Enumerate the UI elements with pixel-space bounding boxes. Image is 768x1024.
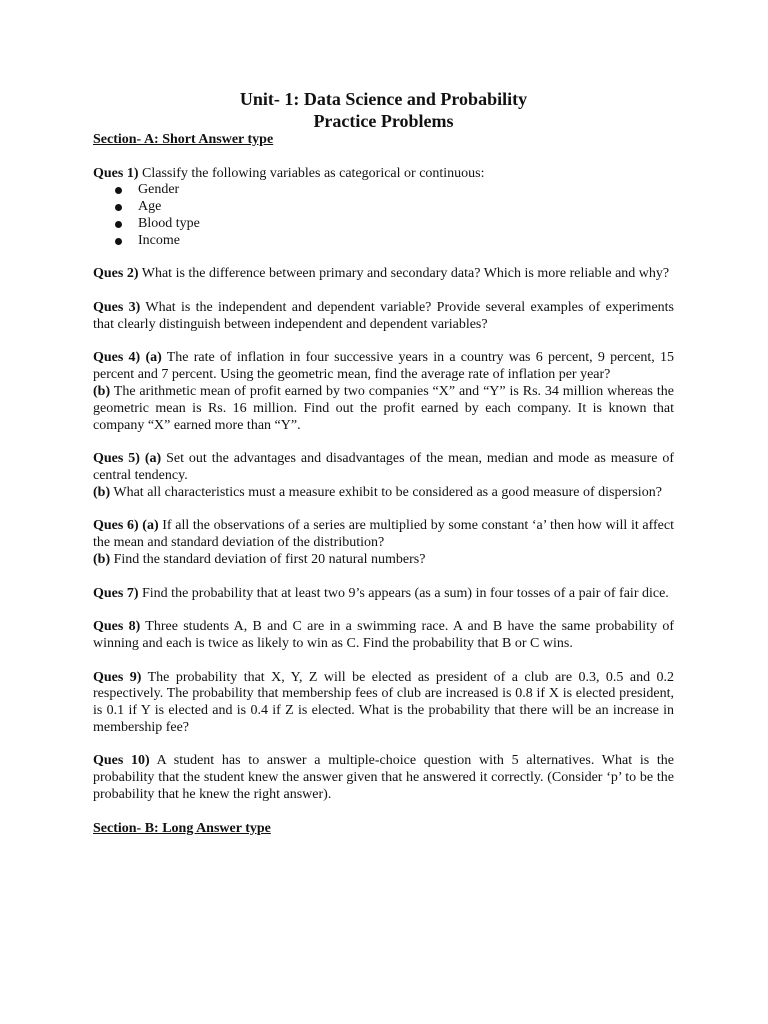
question-7-label: Ques 7) (93, 585, 139, 601)
question-9-text: The probability that X, Y, Z will be elected as president of a club are 0.3, 0.5 and 0.2 respectively. The probability that membership fees of club are increased is 0.8 if X is elected president, is 0.1 if Y is elected and is 0.4 if Z is elected. What is the probability that there will be an increase in membership fee? (93, 669, 674, 735)
question-8 (93, 619, 674, 653)
question-2-label: Ques 2) (93, 266, 139, 282)
question-1-bullet-list (93, 182, 674, 249)
question-7 (93, 586, 674, 603)
question-10-text: A student has to answer a multiple-choice question with 5 alternatives. What is the probability that the student knew the answer given that he answered it correctly. (Consider ‘p’ to be the probability that he knew the right answer). (93, 753, 675, 803)
section-b-heading: Section- B: Long Answer type (93, 820, 271, 836)
question-8-label: Ques 8) (93, 619, 141, 635)
question-3-text: What is the independent and dependent variable? Provide several examples of experiments that clearly distinguish between independent and dependent variables? (93, 299, 675, 332)
question-9-label: Ques 9) (93, 669, 142, 685)
question-6-label: Ques 6) (a) (93, 518, 159, 534)
page-subtitle: Practice Problems (313, 111, 454, 131)
list-item: Age (93, 199, 674, 216)
question-6-part-b (93, 552, 674, 569)
question-9 (93, 670, 674, 737)
question-5-label: Ques 5) (a) (93, 451, 162, 467)
question-2 (93, 266, 674, 283)
question-5-part-b (93, 485, 674, 502)
question-4a-text: The rate of inflation in four successive years in a country was 6 percent, 9 percent, 15 percent and 7 percent. Using the geometric mean, find the average rate of inflation per year? (93, 350, 675, 383)
question-4b-label: (b) (93, 383, 111, 399)
question-4-label: Ques 4) (a) (93, 350, 162, 366)
page-title: Unit- 1: Data Science and Probability (239, 89, 528, 109)
question-5-part-a (93, 451, 674, 485)
question-1-label: Ques 1) (93, 165, 139, 181)
question-7-text: Find the probability that at least two 9’s appears (as a sum) in four tosses of a pair of fair dice. (138, 585, 669, 601)
question-6b-text: Find the standard deviation of first 20 natural numbers? (110, 551, 426, 567)
list-item: Gender (93, 182, 674, 199)
bullet-icon (115, 238, 122, 245)
list-item: Income (93, 233, 674, 250)
list-item: Blood type (93, 216, 674, 233)
question-5b-label: (b) (93, 484, 111, 500)
question-4b-text: The arithmetic mean of profit earned by two companies “X” and “Y” is Rs. 34 million whereas the geometric mean is Rs. 16 million. Find out the profit earned by each company. It is known that company “X” earned more than “Y”. (93, 383, 674, 433)
bullet-icon (115, 221, 122, 228)
question-10 (93, 753, 674, 803)
question-5b-text: What all characteristics must a measure exhibit to be considered as a good measure of dispersion? (110, 484, 662, 500)
question-6b-label: (b) (93, 551, 111, 567)
question-1-text: Classify the following variables as categorical or continuous: (138, 165, 485, 181)
bullet-icon (115, 187, 122, 194)
question-3 (93, 300, 674, 334)
section-a-heading: Section- A: Short Answer type (93, 132, 274, 147)
document-page (93, 88, 674, 837)
question-6-part-a (93, 518, 674, 552)
question-6a-text: If all the observations of a series are multiplied by some constant ‘a’ then how will it affect the mean and standard deviation of the distribution? (93, 518, 674, 551)
question-4-part-a (93, 350, 674, 384)
question-3-label: Ques 3) (93, 299, 141, 315)
bullet-icon (115, 204, 122, 211)
question-5a-text: Set out the advantages and disadvantages of the mean, median and mode as measure of central tendency. (93, 451, 674, 483)
question-2-text: What is the difference between primary and secondary data? Which is more reliable and why? (138, 266, 670, 282)
question-1 (93, 166, 674, 183)
question-4-part-b (93, 384, 674, 434)
question-10-label: Ques 10) (93, 753, 150, 769)
question-8-text: Three students A, B and C are in a swimming race. A and B have the same probability of winning and each is twice as likely to win as C. Find the probability that B or C wins. (93, 619, 675, 651)
